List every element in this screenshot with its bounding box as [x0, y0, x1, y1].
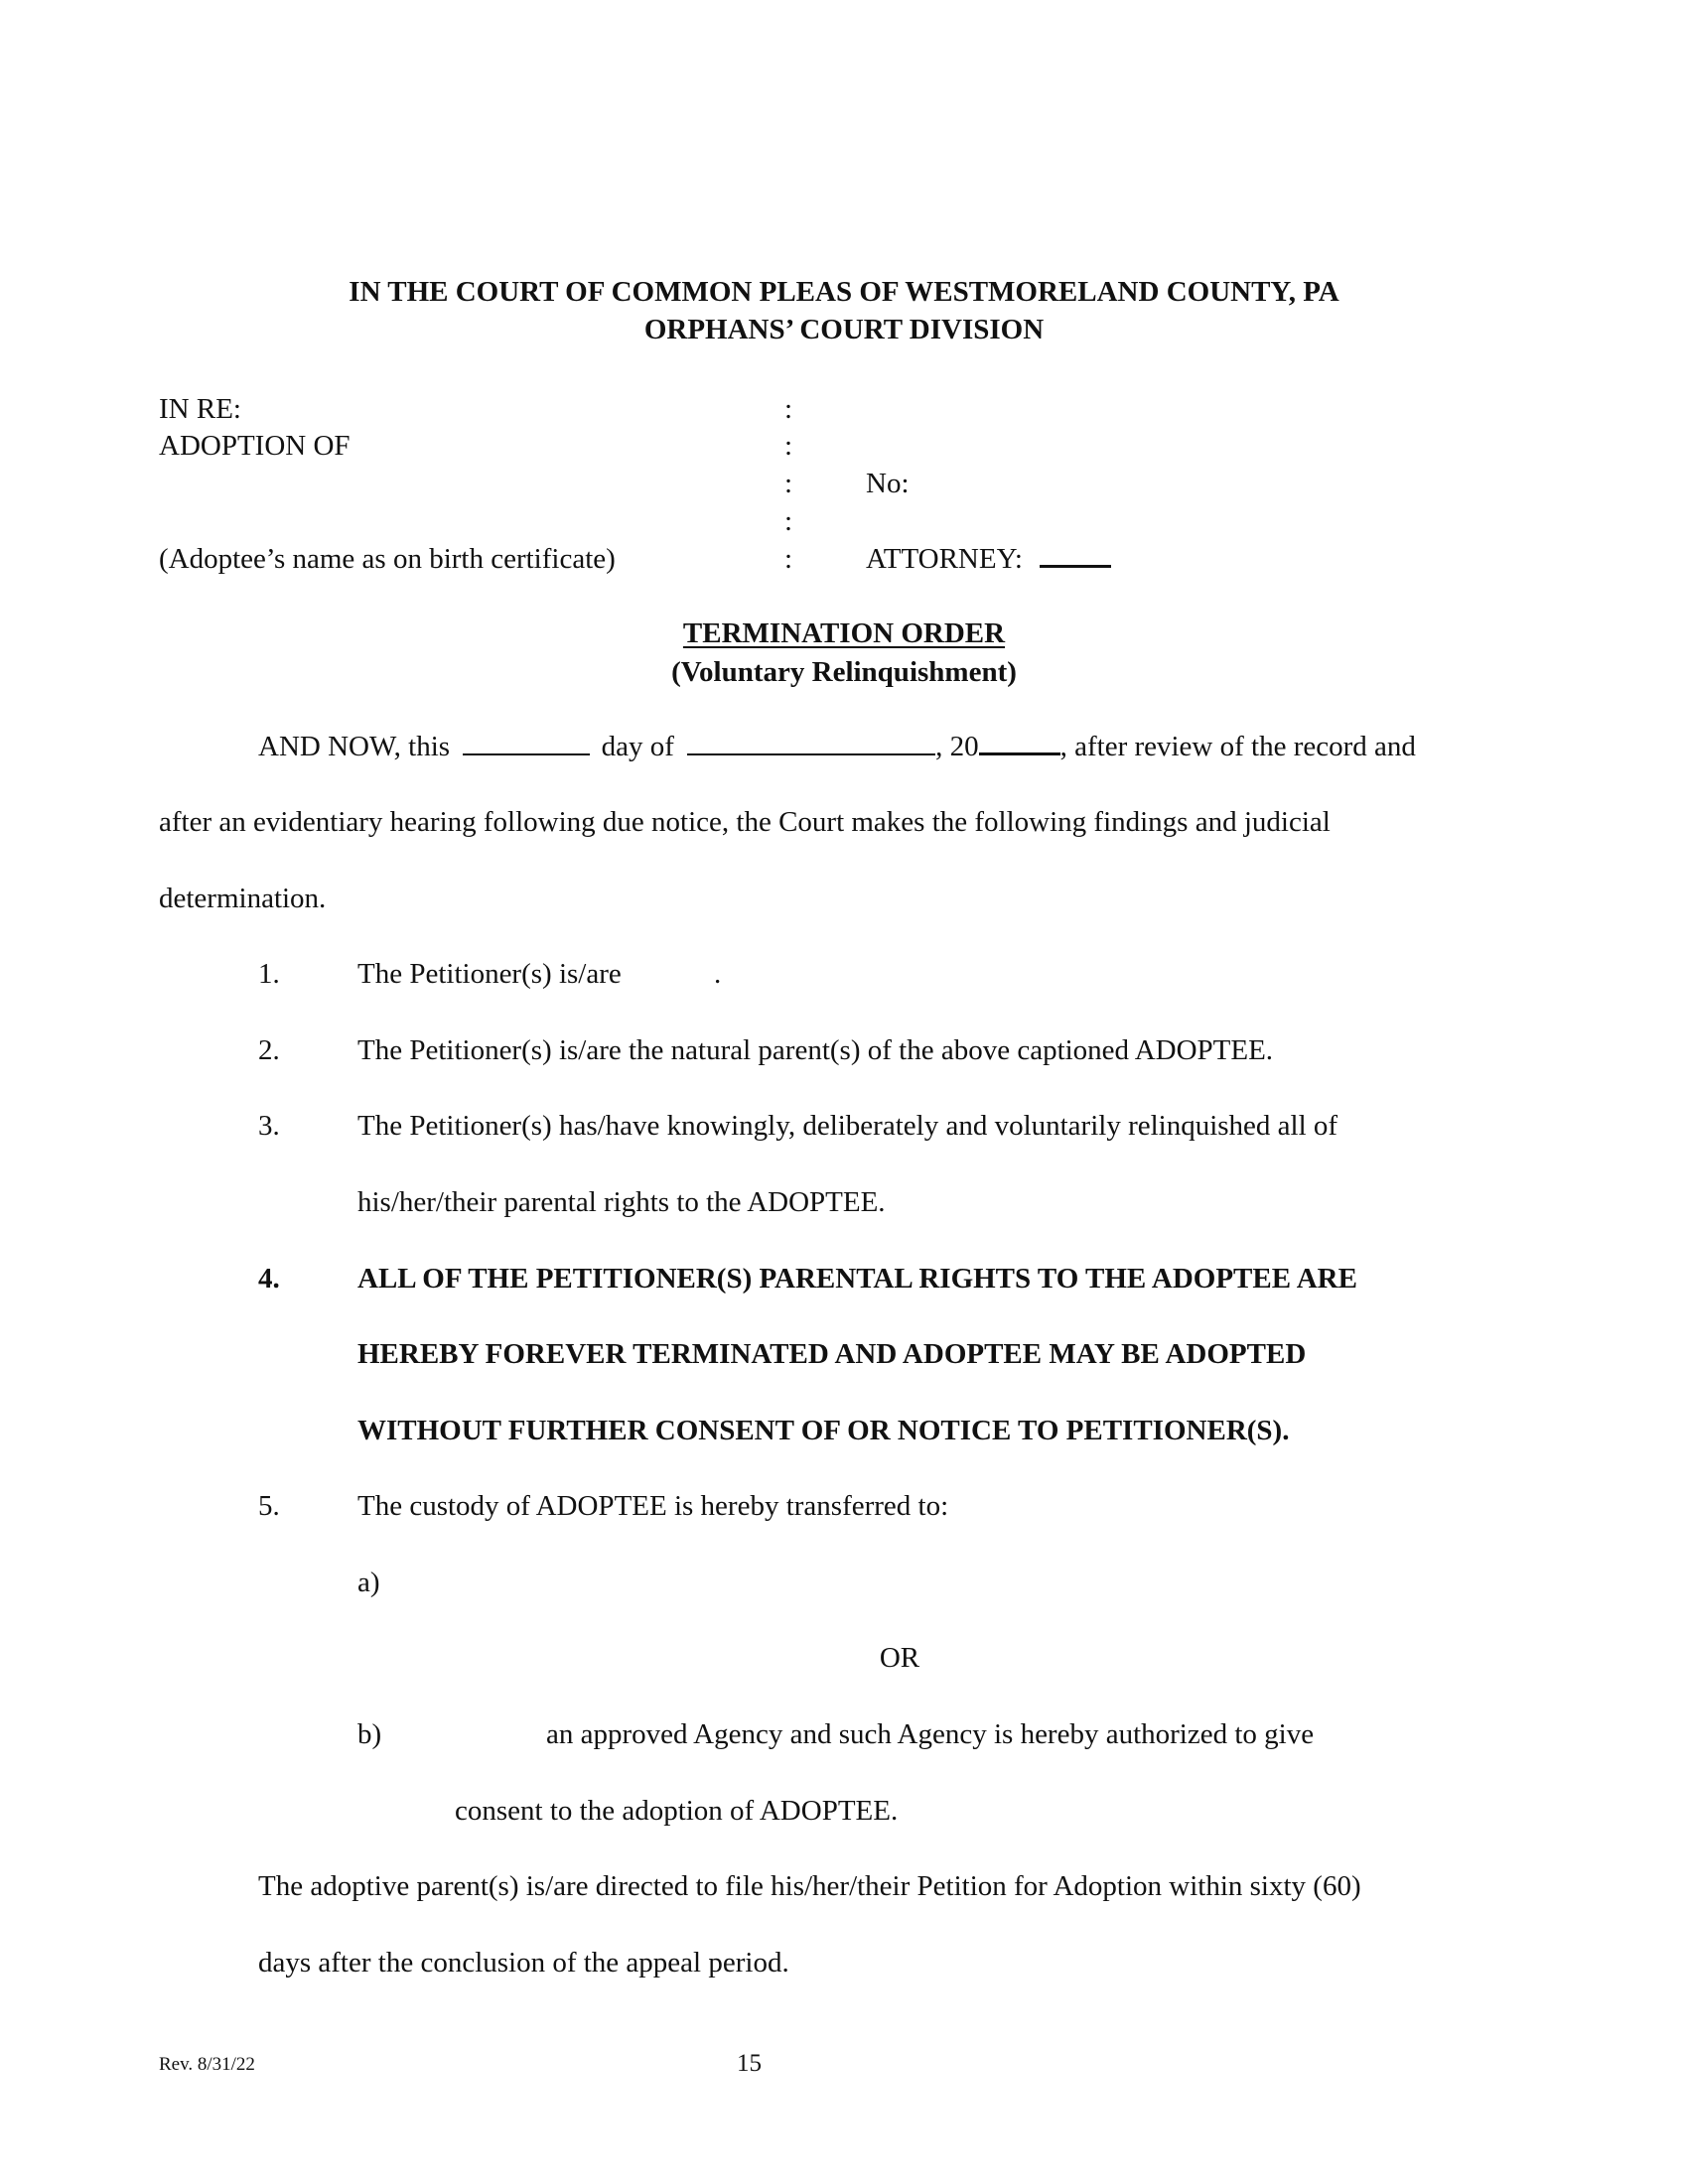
in-re-label: IN RE: [159, 393, 241, 425]
item-4-line-1: ALL OF THE PETITIONER(S) PARENTAL RIGHTS TO THE ADOPTEE ARE [357, 1263, 1357, 1295]
item-number: 1. [258, 958, 280, 990]
item-3-line-1: The Petitioner(s) has/have knowingly, deliberately and voluntarily relinquished all of [357, 1110, 1338, 1142]
item-number: 3. [258, 1110, 280, 1142]
option-b-line-1: an approved Agency and such Agency is hereby authorized to give [546, 1718, 1315, 1750]
order-subtitle: (Voluntary Relinquishment) [671, 656, 1017, 688]
intro-day-of: day of [601, 731, 674, 762]
division-heading: ORPHANS’ COURT DIVISION [643, 314, 1045, 345]
case-number-label: No: [866, 468, 910, 499]
item-1-text: The Petitioner(s) is/are [357, 958, 622, 990]
option-b-label: b) [357, 1718, 382, 1750]
item-5-text: The custody of ADOPTEE is hereby transferred to: [357, 1490, 949, 1522]
item-number: 5. [258, 1490, 280, 1522]
item-number: 4. [258, 1263, 280, 1295]
item-4-line-3: WITHOUT FURTHER CONSENT OF OR NOTICE TO PETITIONER(S). [357, 1415, 1290, 1446]
attorney-label: ATTORNEY: [866, 543, 1023, 575]
order-title [0, 615, 1688, 651]
intro-and-now: AND NOW, this [258, 731, 451, 762]
intro-year-prefix: , 20 [935, 731, 979, 762]
revision-date: Rev. 8/31/22 [159, 2054, 255, 2075]
month-blank[interactable] [687, 730, 935, 755]
attorney-blank[interactable] [1040, 541, 1111, 568]
item-2-text: The Petitioner(s) is/are the natural parent(s) of the above captioned ADOPTEE. [357, 1034, 1274, 1066]
intro-line-2: after an evidentiary hearing following due notice, the Court makes the following findings and judicial [159, 806, 1331, 838]
page-number: 15 [737, 2050, 762, 2077]
option-b-line-2: consent to the adoption of ADOPTEE. [455, 1795, 899, 1827]
or-separator: OR [879, 1642, 920, 1674]
intro-line-1 [258, 729, 1416, 764]
caption-colon: : [784, 393, 793, 425]
item-3-line-2: his/her/their parental rights to the ADOPTEE. [357, 1186, 886, 1218]
adoption-of-label: ADOPTION OF [159, 430, 351, 462]
item-1 [357, 956, 721, 992]
closing-line-1: The adoptive parent(s) is/are directed to file his/her/their Petition for Adoption within sixty (60) [258, 1870, 1361, 1902]
attorney-row [866, 541, 1111, 577]
closing-line-2: days after the conclusion of the appeal period. [258, 1947, 789, 1979]
order-title-text: TERMINATION ORDER [682, 617, 1006, 649]
item-number: 2. [258, 1034, 280, 1066]
intro-line-3: determination. [159, 883, 327, 914]
year-blank[interactable] [979, 729, 1060, 755]
day-blank[interactable] [463, 730, 590, 755]
option-a-label: a) [357, 1567, 380, 1598]
caption-colon: : [784, 430, 793, 462]
intro-after-review: , after review of the record and [1059, 731, 1416, 762]
item-1-tail: . [714, 958, 722, 990]
court-heading: IN THE COURT OF COMMON PLEAS OF WESTMORELAND COUNTY, PA [349, 276, 1339, 308]
caption-colon: : [784, 505, 793, 537]
adoptee-name-note: (Adoptee’s name as on birth certificate) [159, 543, 616, 575]
item-4-line-2: HEREBY FOREVER TERMINATED AND ADOPTEE MAY BE ADOPTED [357, 1338, 1307, 1370]
caption-colon: : [784, 468, 793, 499]
caption-colon: : [784, 543, 793, 575]
